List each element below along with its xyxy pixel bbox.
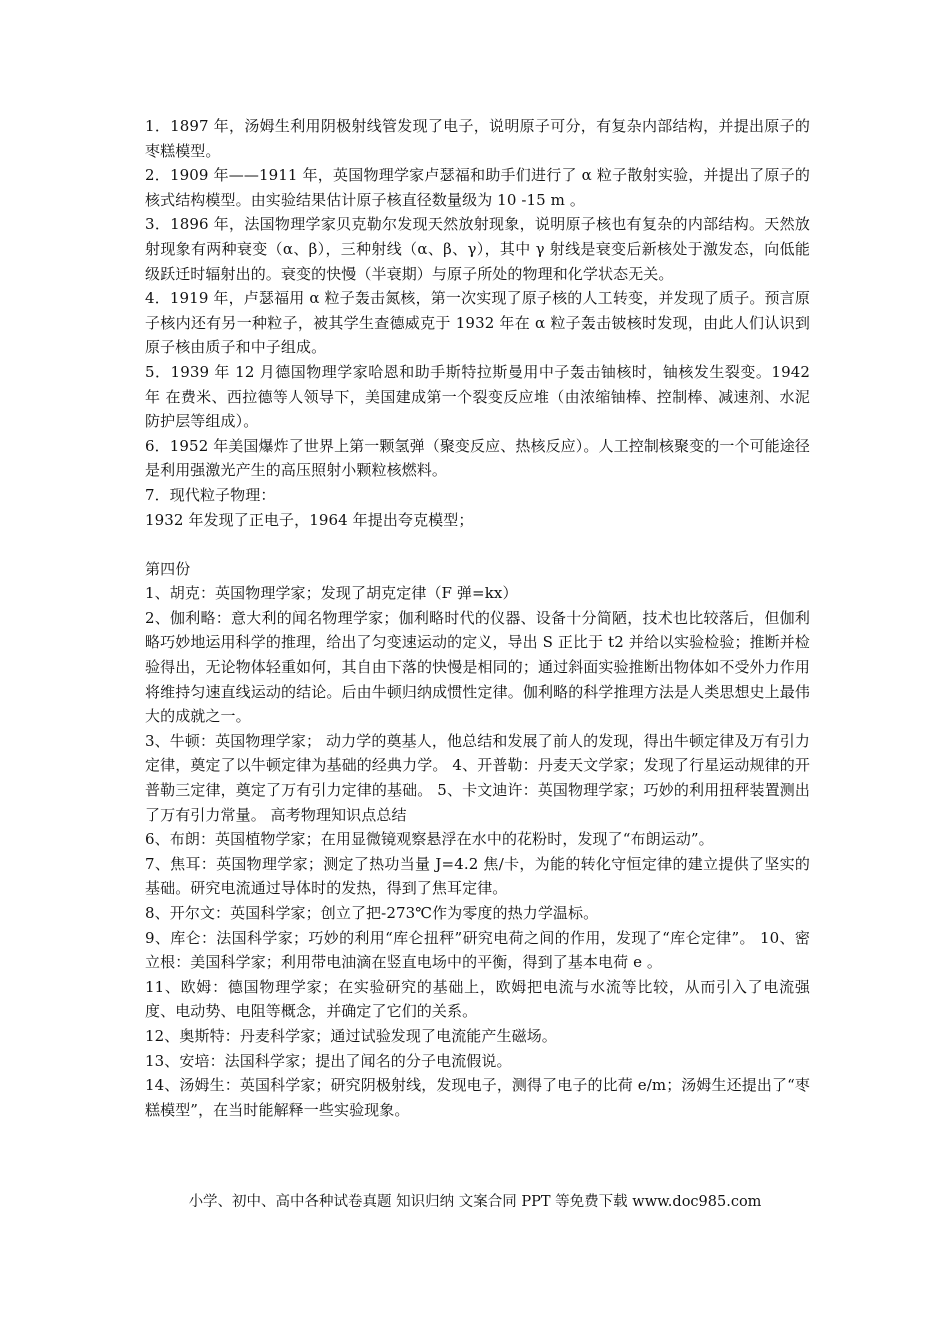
paragraph: 11、欧姆：德国物理学家；在实验研究的基础上，欧姆把电流与水流等比较，从而引入了电流强度、电动势、电阻等概念，并确定了它们的关系。: [145, 977, 810, 1021]
paragraph: 4．1919 年，卢瑟福用 α 粒子轰击氮核，第一次实现了原子核的人工转变，并发现了质子。预言原子核内还有另一种粒子，被其学生查德威克于 1932 年在 α 粒子轰击铍核时发现，由此人们认识到原子核由质子和中子组成。: [145, 289, 810, 357]
paragraph: 1、胡克：英国物理学家；发现了胡克定律（F 弹=kx）: [145, 584, 518, 603]
document-body: [145, 114, 810, 1122]
paragraph: 13、安培：法国科学家；提出了闻名的分子电流假说。: [145, 1051, 512, 1070]
paragraph: 12、奥斯特：丹麦科学家；通过试验发现了电流能产生磁场。: [145, 1026, 557, 1045]
paragraph: 6．1952 年美国爆炸了世界上第一颗氢弹（聚变反应、热核反应）。人工控制核聚变的一个可能途径是利用强激光产生的高压照射小颗粒核燃料。: [145, 436, 810, 480]
paragraph: 8、开尔文：英国科学家；创立了把-273℃作为零度的热力学温标。: [145, 904, 599, 922]
paragraph: 2、伽利略：意大利的闻名物理学家；伽利略时代的仪器、设备十分简陋，技术也比较落后，但伽利略巧妙地运用科学的推理，给出了匀变速运动的定义，导出 S 正比于 t2 并给以实验检验；推断并检验得出，无论物体轻重如何，其自由下落的快慢是相同的；通过斜面实验推断出物体如不受外力作用将维持匀速直线运动的结论。后由牛顿归纳成惯性定律。伽利略的科学推理方法是人类思想史上最伟大的成就之一。: [145, 608, 810, 726]
paragraph: 5．1939 年 12 月德国物理学家哈恩和助手斯特拉斯曼用中子轰击铀核时，铀核发生裂变。1942 年 在费米、西拉德等人领导下，美国建成第一个裂变反应堆（由浓缩铀棒、控制棒、减速剂、水泥防护层等组成）。: [145, 362, 810, 431]
paragraph: 1．1897 年，汤姆生利用阴极射线管发现了电子，说明原子可分，有复杂内部结构，并提出原子的枣糕模型。: [145, 117, 810, 160]
paragraph: 2．1909 年——1911 年，英国物理学家卢瑟福和助手们进行了 α 粒子散射实验，并提出了原子的核式结构模型。由实验结果估计原子核直径数量级为 10 -15 m 。: [145, 166, 810, 209]
paragraph: 6、布朗：英国植物学家；在用显微镜观察悬浮在水中的花粉时，发现了“布朗运动”。: [145, 830, 714, 849]
paragraph: 3．1896 年，法国物理学家贝克勒尔发现天然放射现象，说明原子核也有复杂的内部结构。天然放射现象有两种衰变（α、β），三种射线（α、β、γ），其中 γ 射线是衰变后新核处于激发态，向低能级跃迁时辐射出的。衰变的快慢（半衰期）与原子所处的物理和化学状态无关。: [145, 215, 810, 283]
paragraph: 9、库仑：法国科学家；巧妙的利用“库仑扭秤”研究电荷之间的作用，发现了“库仑定律”。 10、密立根：美国科学家；利用带电油滴在竖直电场中的平衡，得到了基本电荷 e 。: [145, 928, 810, 972]
page-footer: 小学、初中、高中各种试卷真题 知识归纳 文案合同 PPT 等免费下载 www.doc985.com: [188, 1194, 762, 1210]
paragraph: 1932 年发现了正电子，1964 年提出夸克模型；: [145, 510, 474, 529]
blank-line: [145, 532, 810, 557]
paragraph: 14、汤姆生：英国科学家；研究阴极射线，发现电子，测得了电子的比荷 e/m；汤姆生还提出了“枣糕模型”，在当时能解释一些实验现象。: [145, 1076, 810, 1119]
paragraph: 7、焦耳：英国物理学家；测定了热功当量 J=4.2 焦/卡，为能的转化守恒定律的建立提供了坚实的基础。研究电流通过导体时的发热，得到了焦耳定律。: [145, 854, 810, 898]
paragraph: 3、牛顿：英国物理学家； 动力学的奠基人，他总结和发展了前人的发现，得出牛顿定律及万有引力定律，奠定了以牛顿定律为基础的经典力学。 4、开普勒：丹麦天文学家；发现了行星运动规律的开普勒三定律，奠定了万有引力定律的基础。 5、卡文迪许：英国物理学家；巧妙的利用扭秤装置测出了万有引力常量。 高考物理知识点总结: [145, 731, 810, 824]
section-title: 第四份: [145, 559, 191, 578]
paragraph: 7．现代粒子物理：: [145, 485, 276, 504]
